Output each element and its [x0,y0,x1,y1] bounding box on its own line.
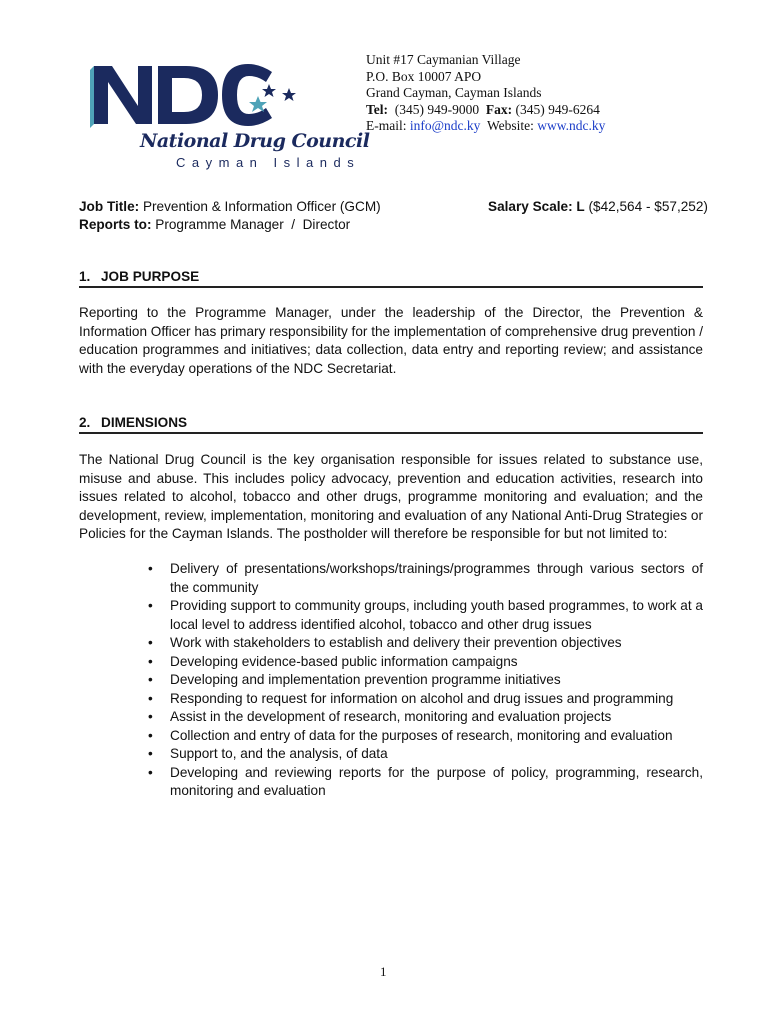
page-number: 1 [380,964,387,979]
list-item-text: Developing and reviewing reports for the purpose of policy, programming, research, monitoring and evaluation [170,764,703,798]
salary-value: ($42,564 - $57,252) [588,199,708,214]
website-label: Website: [486,118,534,133]
section-heading-job-purpose [79,268,703,288]
reports-to-value: Programme Manager / Director [155,217,351,232]
section-number: 2. [79,415,91,430]
section-heading-dimensions [79,414,703,434]
list-item-text: Providing support to community groups, including youth based programmes, to work at a local level to address identified alcohol, tobacco and other drug issues [170,598,703,632]
bullet-icon: • [148,727,153,743]
fax-value: (345) 949-6264 [515,101,600,117]
salary-scale [488,198,708,216]
list-item [148,560,703,597]
reports-to-label: Reports to: [79,217,152,232]
ndc-logo-mark-icon [86,58,316,133]
address-block [366,52,605,135]
tel-value: (345) 949-9000 [394,101,480,117]
address-line-2: P.O. Box 10007 APO [366,68,482,84]
section-number: 1. [79,269,91,284]
bullet-icon: • [148,653,153,669]
list-item [148,745,703,764]
address-line-3: Grand Cayman, Cayman Islands [366,85,542,100]
bullet-icon: • [148,672,153,687]
logo-organisation-name: National Drug Council [140,130,370,152]
section-title: DIMENSIONS [101,415,188,430]
job-title-value: Prevention & Information Officer (GCM) [142,199,381,214]
list-item-text: Assist in the development of research, monitoring and evaluation projects [170,709,612,724]
list-item-text: Collection and entry of data for the purposes of research, monitoring and evaluation [170,727,673,743]
bullet-icon: • [148,746,153,761]
address-line-1: Unit #17 Caymanian Village [366,52,521,67]
email-label: E-mail: [366,118,407,133]
contact-line [366,118,605,135]
list-item-text: Work with stakeholders to establish and delivery their prevention objectives [170,635,622,650]
list-item [148,690,703,709]
website-link[interactable]: www.ndc.ky [537,118,606,133]
list-item-text: Developing evidence-based public information campaigns [170,653,518,669]
list-item [148,671,703,690]
list-item [148,727,703,746]
list-item-text: Responding to request for information on alcohol and drug issues and programming [170,690,674,706]
list-item-text: Support to, and the analysis, of data [170,746,388,761]
bullet-icon: • [148,598,153,613]
list-item-text: Delivery of presentations/workshops/trainings/programmes through various sectors of the community [170,561,703,595]
tel-label: Tel: [366,101,389,117]
job-title-label: Job Title: [79,199,140,214]
ndc-logo [86,58,370,176]
list-item [148,764,703,801]
bullet-icon: • [148,561,153,576]
phone-line [366,102,605,119]
bullet-icon: • [148,709,153,724]
salary-label: Salary Scale: L [488,199,585,214]
bullet-icon: • [148,690,153,706]
logo-location: Cayman Islands [176,155,361,170]
job-purpose-paragraph: Reporting to the Programme Manager, under the leadership of the Director, the Prevention & Information Officer has primary responsibility for the implementation of comprehensive drug prevention / education programmes and initiatives; data collection, data entry and reporting review; and assistance with the everyday operations of the NDC Secretariat. [79,305,703,376]
list-item [148,597,703,634]
bullet-icon: • [148,764,153,780]
section-title: JOB PURPOSE [101,269,200,284]
bullet-icon: • [148,635,153,650]
job-info [79,198,381,234]
job-title-line [79,198,381,216]
dimensions-paragraph: The National Drug Council is the key organisation responsible for issues related to substance use, misuse and abuse. This includes policy advocacy, prevention and education activities, research into issues related to alcohol, tobacco and other drugs, programme monitoring and evaluation; and the development, review, implementation, monitoring and evaluation of any National Anti-Drug Strategies or Policies for the Cayman Islands. The postholder will therefore be responsible for but not limited to: [79,452,703,541]
list-item [148,653,703,672]
email-link[interactable]: info@ndc.ky [409,118,481,133]
list-item [148,634,703,653]
list-item-text: Developing and implementation prevention programme initiatives [170,672,561,687]
list-item [148,708,703,727]
responsibilities-list [148,560,703,801]
fax-label: Fax: [485,101,513,117]
reports-to-line [79,216,381,234]
